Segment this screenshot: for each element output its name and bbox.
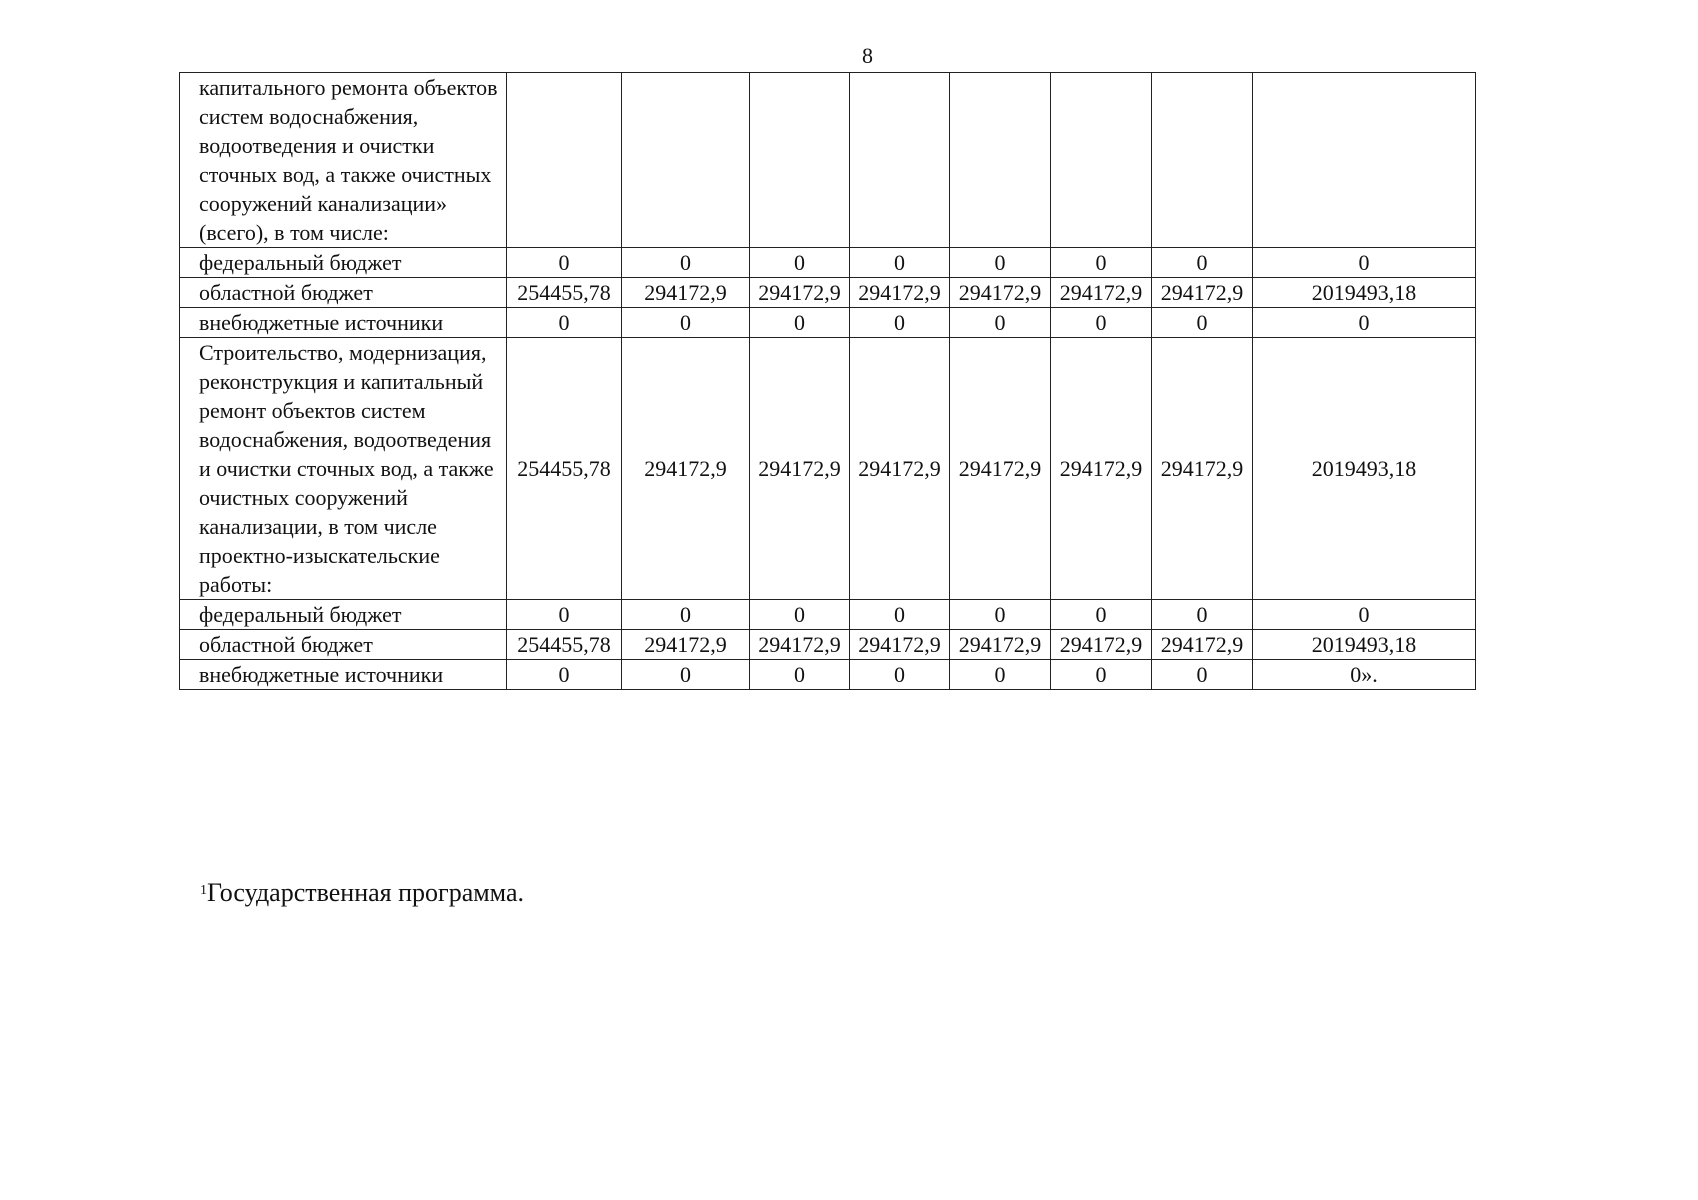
value-cell: 0 [1253,248,1476,278]
value-cell: 0 [622,248,750,278]
footnote [200,878,524,908]
value-cell [750,73,850,248]
footnote-marker: 1 [200,883,207,898]
table-row [180,630,1476,660]
row-label: областной бюджет [180,278,507,308]
table-row [180,660,1476,690]
value-cell: 0 [950,660,1051,690]
value-cell: 0 [622,660,750,690]
value-cell: 0 [507,660,622,690]
table-row-section [180,338,1476,600]
value-cell: 254455,78 [507,278,622,308]
value-cell: 0 [850,660,950,690]
value-cell: 294172,9 [750,338,850,600]
value-cell: 0 [507,248,622,278]
value-cell: 0 [850,308,950,338]
value-cell: 0 [750,248,850,278]
value-cell: 0 [750,600,850,630]
value-cell: 2019493,18 [1253,338,1476,600]
row-label: внебюджетные источники [180,308,507,338]
value-cell: 0 [850,600,950,630]
value-cell: 294172,9 [850,278,950,308]
value-cell [850,73,950,248]
value-cell: 0 [1152,660,1253,690]
value-cell: 254455,78 [507,630,622,660]
table-row-section [180,73,1476,248]
value-cell: 0 [622,600,750,630]
table-row [180,600,1476,630]
value-cell: 294172,9 [1051,338,1152,600]
value-cell: 2019493,18 [1253,278,1476,308]
value-cell: 0 [1152,248,1253,278]
value-cell: 0 [1051,308,1152,338]
value-cell [950,73,1051,248]
value-cell: 0 [850,248,950,278]
row-label: внебюджетные источники [180,660,507,690]
value-cell: 2019493,18 [1253,630,1476,660]
value-cell: 294172,9 [850,630,950,660]
value-cell: 0 [750,660,850,690]
table-row [180,278,1476,308]
value-cell: 294172,9 [622,338,750,600]
value-cell: 0 [622,308,750,338]
value-cell: 0 [1051,600,1152,630]
value-cell [507,73,622,248]
value-cell: 294172,9 [1051,278,1152,308]
value-cell: 0 [507,308,622,338]
value-cell: 0 [1152,600,1253,630]
value-cell [1152,73,1253,248]
value-cell [1253,73,1476,248]
value-cell: 0 [1253,308,1476,338]
value-cell [1051,73,1152,248]
row-label: областной бюджет [180,630,507,660]
value-cell: 0 [950,248,1051,278]
row-label: федеральный бюджет [180,600,507,630]
value-cell: 0 [950,308,1051,338]
table-row [180,248,1476,278]
value-cell: 254455,78 [507,338,622,600]
value-cell: 294172,9 [1152,278,1253,308]
value-cell: 294172,9 [950,630,1051,660]
value-cell: 294172,9 [750,630,850,660]
footnote-text: Государственная программа. [207,878,525,907]
value-cell: 0 [750,308,850,338]
value-cell: 294172,9 [950,278,1051,308]
value-cell: 0 [1051,660,1152,690]
value-cell: 294172,9 [1152,338,1253,600]
value-cell: 0 [1253,600,1476,630]
table-body [180,73,1476,690]
value-cell: 294172,9 [750,278,850,308]
page-number: 8 [862,43,873,68]
value-cell: 294172,9 [1152,630,1253,660]
table-row [180,308,1476,338]
value-cell: 294172,9 [850,338,950,600]
value-cell: 0 [1152,308,1253,338]
budget-table [179,72,1476,690]
value-cell: 0 [1051,248,1152,278]
value-cell: 294172,9 [622,630,750,660]
value-cell [622,73,750,248]
value-cell: 294172,9 [950,338,1051,600]
value-cell: 0». [1253,660,1476,690]
value-cell: 0 [507,600,622,630]
row-label: капитального ремонта объектов систем водоснабжения, водоотведения и очистки сточных вод, а также очистных сооружений канализации» (всего), в том числе: [180,73,507,248]
value-cell: 0 [950,600,1051,630]
value-cell: 294172,9 [622,278,750,308]
value-cell: 294172,9 [1051,630,1152,660]
row-label: федеральный бюджет [180,248,507,278]
row-label: Строительство, модернизация, реконструкция и капитальный ремонт объектов систем водоснабжения, водоотведения и очистки сточных вод, а также очистных сооружений канализации, в том числе проектно-изыскательские работы: [180,338,507,600]
